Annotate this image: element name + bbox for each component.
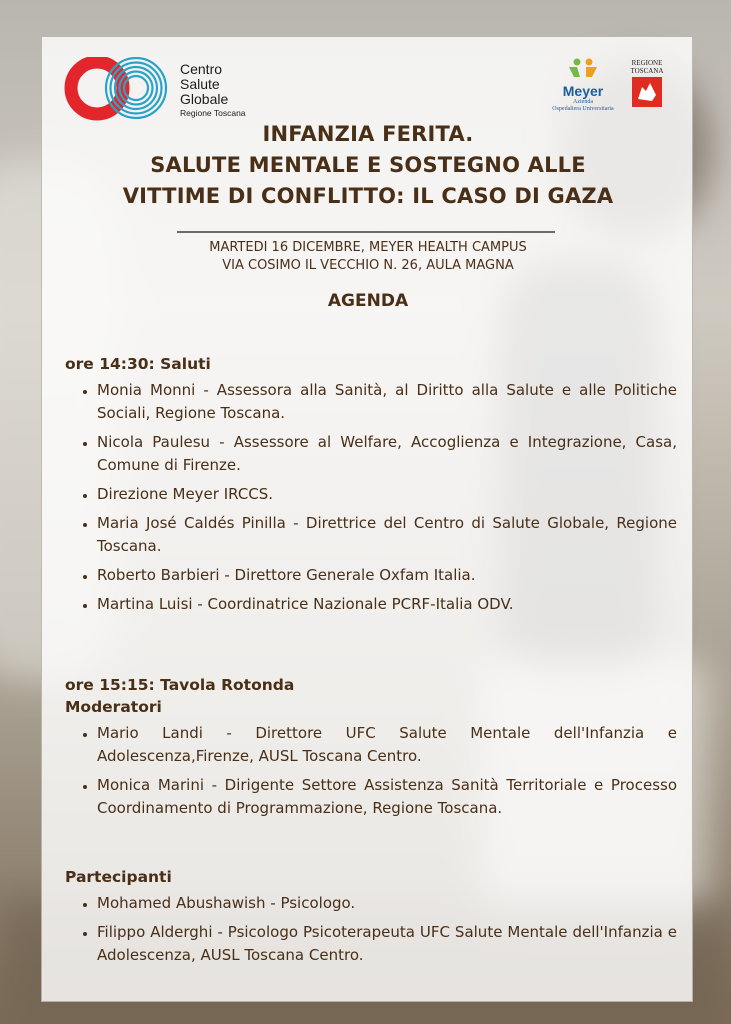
- csg-rings-icon: [64, 57, 170, 123]
- toscana-crest-icon: [630, 75, 664, 109]
- toscana-text: REGIONE: [631, 59, 663, 67]
- partecipanti-heading: Partecipanti: [65, 868, 172, 886]
- csg-text: Salute: [180, 75, 220, 92]
- meyer-children-icon: [563, 57, 603, 79]
- tavola-rotonda-section: [65, 674, 677, 826]
- csg-text: Globale: [180, 90, 229, 107]
- saluti-section: [65, 353, 677, 622]
- saluti-list: [65, 379, 677, 616]
- moderatori-list: [65, 722, 677, 820]
- list-item: • Monia Monni - Assessora alla Sanità, al Diritto alla Salute e alle Politiche Sociali, Regione Toscana.: [97, 379, 677, 425]
- csg-subtext: Regione Toscana: [180, 107, 246, 118]
- moderatori-heading: Moderatori: [65, 698, 162, 716]
- event-title: [42, 119, 694, 212]
- meyer-name: Meyer: [562, 83, 604, 99]
- list-item: • Martina Luisi - Coordinatrice Nazionale PCRF-Italia ODV.: [97, 593, 677, 616]
- tavola-heading: ore 15:15: Tavola Rotonda: [65, 676, 295, 694]
- meyer-subtext: Azienda: [573, 99, 593, 105]
- title-line: INFANZIA FERITA.: [262, 122, 474, 146]
- title-line: SALUTE MENTALE E SOSTEGNO ALLE: [150, 153, 586, 177]
- partecipanti-section: [65, 866, 677, 973]
- list-item: • Maria José Caldés Pinilla - Direttrice del Centro di Salute Globale, Regione Toscana.: [97, 512, 677, 558]
- centro-salute-globale-logo: [64, 57, 246, 123]
- list-item: • Monica Marini - Dirigente Settore Assistenza Sanità Territoriale e Processo Coordinamento di Programmazione, Regione Toscana.: [97, 774, 677, 820]
- regione-toscana-logo: [624, 59, 670, 113]
- agenda-heading: AGENDA: [327, 291, 409, 311]
- title-divider: [177, 231, 555, 233]
- content-panel: [41, 36, 693, 1002]
- list-item: • Mario Landi - Direttore UFC Salute Mentale dell'Infanzia e Adolescenza,Firenze, AUSL Toscana Centro.: [97, 722, 677, 768]
- list-item: • Nicola Paulesu - Assessore al Welfare, Accoglienza e Integrazione, Casa, Comune di Firenze.: [97, 431, 677, 477]
- meyer-subtext: Ospedaliera Universitaria: [552, 106, 614, 112]
- list-item: • Filippo Alderghi - Psicologo Psicoterapeuta UFC Salute Mentale dell'Infanzia e Adolescenza, AUSL Toscana Centro.: [97, 921, 677, 967]
- event-venue: [42, 239, 694, 275]
- meyer-logo: [548, 57, 618, 113]
- venue-line: MARTEDI 16 DICEMBRE, MEYER HEALTH CAMPUS: [209, 240, 527, 255]
- csg-text: Centro: [180, 60, 223, 77]
- list-item: • Direzione Meyer IRCCS.: [97, 483, 677, 506]
- partecipanti-list: [65, 892, 677, 967]
- saluti-heading: ore 14:30: Saluti: [65, 355, 211, 373]
- list-item: • Mohamed Abushawish - Psicologo.: [97, 892, 677, 915]
- title-line: VITTIME DI CONFLITTO: IL CASO DI GAZA: [122, 184, 614, 208]
- list-item: • Roberto Barbieri - Direttore Generale Oxfam Italia.: [97, 564, 677, 587]
- toscana-text: TOSCANA: [630, 67, 664, 75]
- venue-line: VIA COSIMO IL VECCHIO N. 26, AULA MAGNA: [222, 258, 514, 273]
